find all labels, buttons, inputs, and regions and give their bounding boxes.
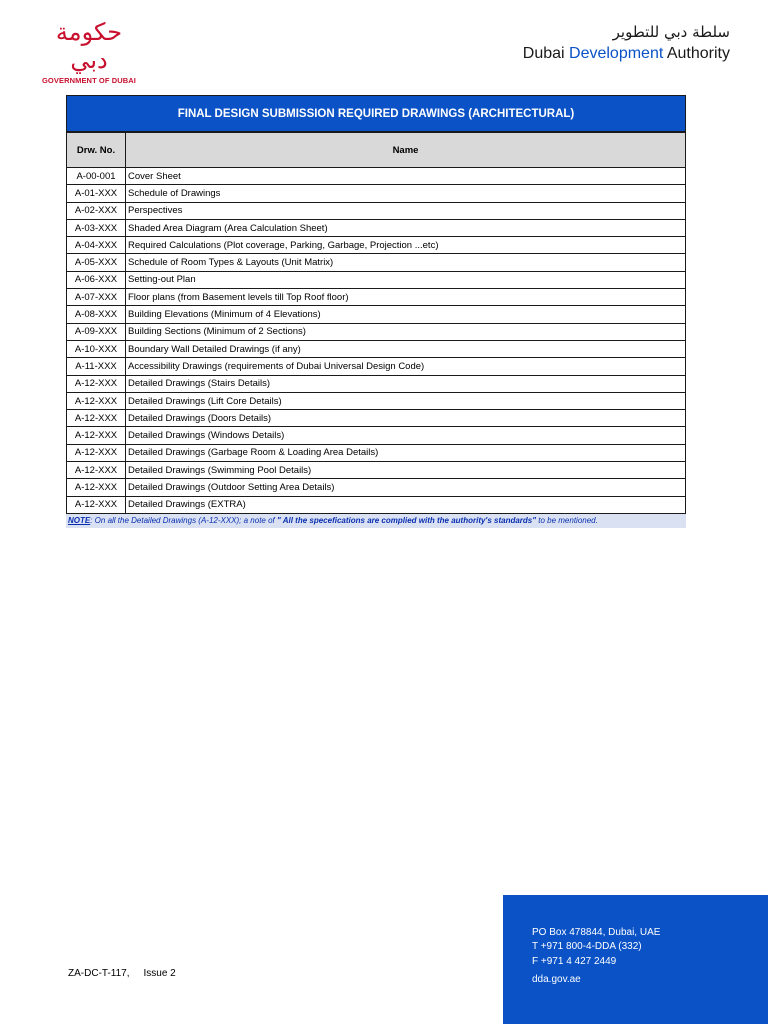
drawing-number-cell: A-12-XXX [67, 392, 126, 409]
table-row [67, 410, 686, 427]
drawing-name-cell: Required Calculations (Plot coverage, Parking, Garbage, Projection ...etc) [126, 237, 686, 254]
drawing-number-cell: A-12-XXX [67, 462, 126, 479]
note-label: NOTE [68, 515, 91, 525]
drawing-name-cell: Boundary Wall Detailed Drawings (if any) [126, 340, 686, 357]
dda-logo-word-1: Dubai [522, 45, 570, 62]
contact-website-link[interactable]: dda.gov.ae [532, 973, 581, 985]
dda-logo-arabic: سلطة دبي للتطوير [612, 23, 730, 41]
table-row [67, 392, 686, 409]
drawing-name-cell: Schedule of Drawings [126, 185, 686, 202]
table-row [67, 427, 686, 444]
note-text-1: : On all the Detailed Drawings (A-12-XXX); a note of [90, 515, 277, 525]
note-line [66, 514, 686, 528]
document-reference [68, 968, 176, 979]
drawing-number-cell: A-12-XXX [67, 444, 126, 461]
drawing-number-cell: A-06-XXX [67, 271, 126, 288]
drawing-number-cell: A-03-XXX [67, 219, 126, 236]
drawing-number-cell: A-11-XXX [67, 358, 126, 375]
drawing-name-cell: Detailed Drawings (Stairs Details) [126, 375, 686, 392]
note-text-3: to be mentioned. [536, 515, 598, 525]
drawing-name-cell: Building Elevations (Minimum of 4 Elevations) [126, 306, 686, 323]
drawing-name-cell: Detailed Drawings (Doors Details) [126, 410, 686, 427]
table-row [67, 185, 686, 202]
drawing-number-cell: A-10-XXX [67, 340, 126, 357]
table-row [67, 375, 686, 392]
table-row [67, 271, 686, 288]
sheet-title: FINAL DESIGN SUBMISSION REQUIRED DRAWINGS (ARCHITECTURAL) [66, 95, 686, 132]
table-row [67, 444, 686, 461]
dda-logo-english [523, 44, 730, 64]
table-row [67, 168, 686, 185]
column-header-name: Name [126, 133, 686, 168]
drawing-number-cell: A-12-XXX [67, 410, 126, 427]
table-row [67, 479, 686, 496]
table-row [67, 254, 686, 271]
contact-panel [503, 895, 768, 1024]
drawing-number-cell: A-04-XXX [67, 237, 126, 254]
drawing-name-cell: Detailed Drawings (Garbage Room & Loading Area Details) [126, 444, 686, 461]
table-body [67, 168, 686, 514]
dda-logo-word-3: Authority [663, 45, 730, 62]
drawing-number-cell: A-12-XXX [67, 375, 126, 392]
table-row [67, 462, 686, 479]
drawing-number-cell: A-12-XXX [67, 427, 126, 444]
table-row [67, 202, 686, 219]
drawing-name-cell: Detailed Drawings (Swimming Pool Details) [126, 462, 686, 479]
drawing-number-cell: A-09-XXX [67, 323, 126, 340]
table-row [67, 306, 686, 323]
table-row [67, 323, 686, 340]
table-row [67, 496, 686, 513]
drawing-number-cell: A-01-XXX [67, 185, 126, 202]
drawing-name-cell: Building Sections (Minimum of 2 Sections) [126, 323, 686, 340]
table-row [67, 219, 686, 236]
table-header-row [67, 133, 686, 168]
drawing-name-cell: Perspectives [126, 202, 686, 219]
logo-gov-text: GOVERNMENT OF DUBAI [42, 76, 136, 85]
table-row [67, 237, 686, 254]
drawing-number-cell: A-08-XXX [67, 306, 126, 323]
drawing-name-cell: Detailed Drawings (Lift Core Details) [126, 392, 686, 409]
dda-logo [523, 22, 730, 64]
document-code: ZA-DC-T-117, [68, 968, 130, 979]
drawing-name-cell: Detailed Drawings (Outdoor Setting Area Details) [126, 479, 686, 496]
drawing-name-cell: Schedule of Room Types & Layouts (Unit Matrix) [126, 254, 686, 271]
government-of-dubai-logo [36, 18, 142, 85]
drawing-number-cell: A-12-XXX [67, 479, 126, 496]
logo-arabic-text: حكومة دبي [55, 18, 123, 74]
table-row [67, 358, 686, 375]
drawings-table [66, 132, 686, 514]
contact-address: PO Box 478844, Dubai, UAE [532, 927, 661, 938]
contact-fax: F +971 4 427 2449 [532, 955, 617, 967]
drawing-number-cell: A-12-XXX [67, 496, 126, 513]
note-text-2: " All the specefications are complied with the authority's standards" [277, 515, 537, 525]
dda-logo-word-2: Development [569, 45, 664, 62]
document-issue: Issue 2 [143, 968, 176, 979]
drawing-number-cell: A-00-001 [67, 168, 126, 185]
drawing-name-cell: Setting-out Plan [126, 271, 686, 288]
column-header-number: Drw. No. [67, 133, 126, 168]
drawing-name-cell: Accessibility Drawings (requirements of Dubai Universal Design Code) [126, 358, 686, 375]
drawing-name-cell: Detailed Drawings (EXTRA) [126, 496, 686, 513]
drawing-number-cell: A-02-XXX [67, 202, 126, 219]
table-row [67, 340, 686, 357]
drawing-number-cell: A-05-XXX [67, 254, 126, 271]
drawings-sheet [66, 95, 686, 528]
table-row [67, 289, 686, 306]
drawing-name-cell: Cover Sheet [126, 168, 686, 185]
drawing-number-cell: A-07-XXX [67, 289, 126, 306]
drawing-name-cell: Floor plans (from Basement levels till Top Roof floor) [126, 289, 686, 306]
drawing-name-cell: Detailed Drawings (Windows Details) [126, 427, 686, 444]
contact-phone: T +971 800-4-DDA (332) [532, 941, 642, 953]
drawing-name-cell: Shaded Area Diagram (Area Calculation Sheet) [126, 219, 686, 236]
